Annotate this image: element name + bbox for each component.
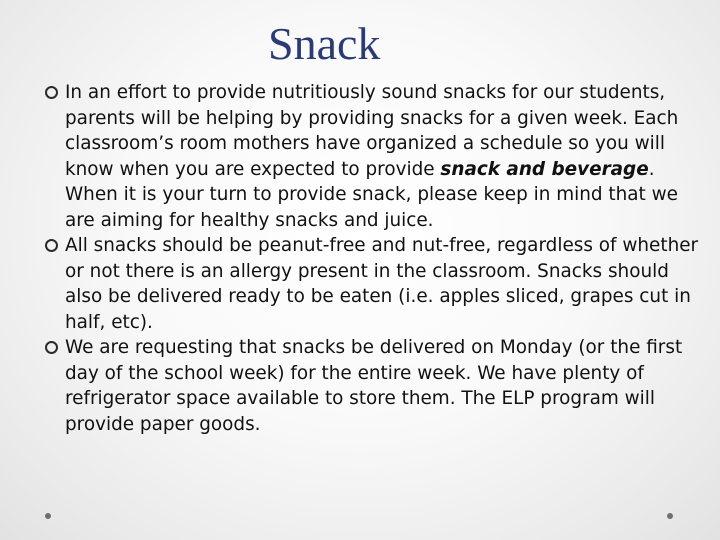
decorative-dot-icon — [45, 513, 51, 519]
bullet-item — [44, 233, 704, 335]
bullet-item — [44, 80, 704, 233]
circle-bullet-icon — [45, 239, 58, 252]
decorative-dot-icon — [667, 513, 673, 519]
bullet-item — [44, 335, 704, 437]
slide-title: Snack — [268, 18, 381, 69]
circle-bullet-icon — [45, 86, 58, 99]
circle-bullet-icon — [45, 341, 58, 354]
emphasized-text: snack and beverage — [440, 158, 649, 180]
bullet-text: All snacks should be peanut-free and nut-free, regardless of whether or not there is an allergy present in the classroom. Snacks should also be delivered ready to be eaten (i.e. apples sliced, grapes cut in half, etc). — [65, 235, 699, 333]
bullet-text: We are requesting that snacks be delivered on Monday (or the first day of the school week) for the entire week. We have plenty of refrigerator space available to store them. The ELP program will provide paper goods. — [65, 337, 683, 435]
bullet-text-part: . When it is your turn to provide snack, please keep in mind that we are aiming for healthy snacks and juice. — [65, 158, 678, 231]
bullet-list — [44, 80, 704, 437]
bullet-text — [65, 82, 678, 231]
bullet-text-part: In an effort to provide nutritiously sound snacks for our students, parents will be helping by providing snacks for a given week. Each classroom’s room mothers have organized a schedule so you will know when you are expected to provide — [65, 82, 679, 180]
